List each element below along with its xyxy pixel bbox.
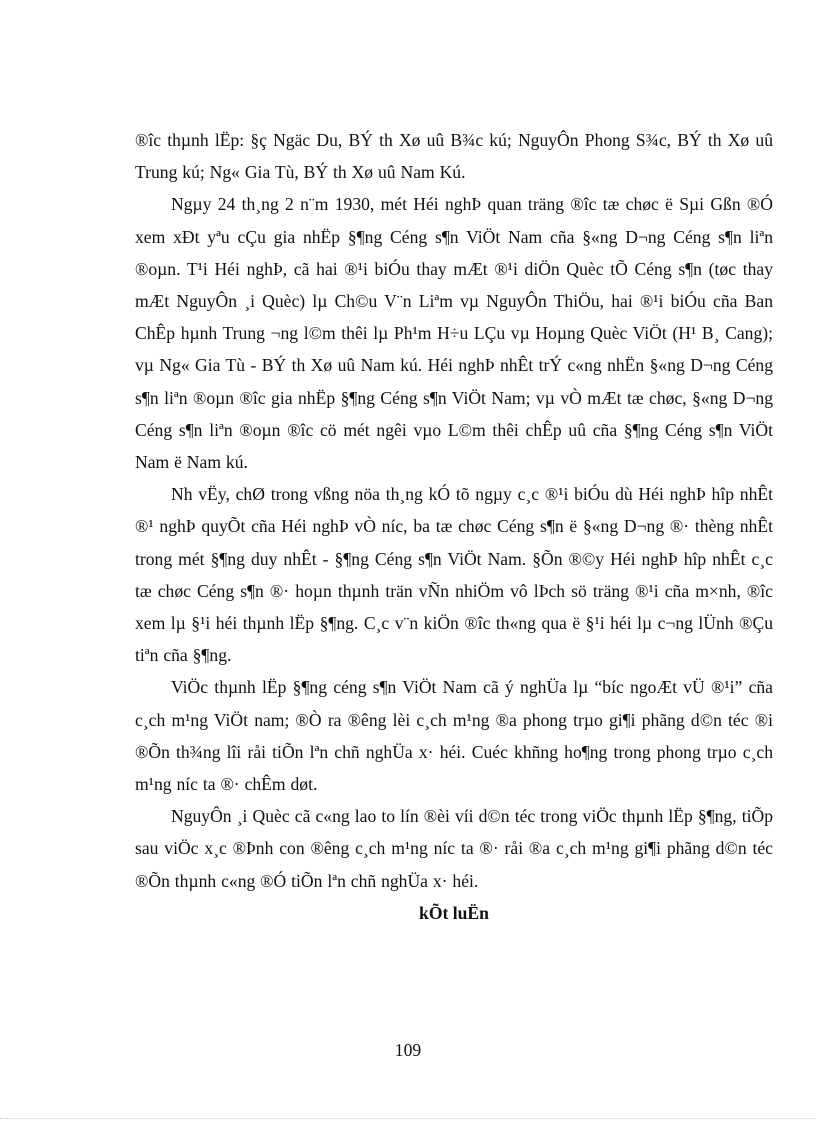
footer-divider: [0, 1118, 816, 1119]
section-heading-conclusion: kÕt luËn: [419, 902, 489, 923]
paragraph-4: ViÖc thµnh lËp §¶ng céng s¶n ViÖt Nam cã ý nghÜa lµ “bíc ngoÆt vÜ ®¹i” cña c¸ch m¹ng ViÖt nam; ®Ò ra ®êng lèi c¸ch m¹ng ®a phong trµo gi¶i phãng d©n téc ®i ®Õn th¾ng lîi råi tiÕn lªn chñ nghÜa x· héi. Cuéc khñng ho¶ng trong phong trµo c¸ch m¹ng níc ta ®· chÊm døt.: [135, 677, 773, 795]
page-number: 109: [394, 1040, 422, 1060]
paragraph-2: Ngµy 24 th¸ng 2 n¨m 1930, mét Héi nghÞ quan träng ®îc tæ chøc ë Sµi Gßn ®Ó xem xÐt yªu cÇu gia nhËp §¶ng Céng s¶n ViÖt Nam cña §«ng D¬ng Céng s¶n liªn ®oµn. T¹i Héi nghÞ, cã hai ®¹i biÓu thay mÆt ®¹i diÖn Quèc tÕ Céng s¶n (tøc thay mÆt NguyÔn ¸i Quèc) lµ Ch©u V¨n Liªm vµ NguyÔn ThiÖu, hai ®¹i biÓu cña Ban ChÊp hµnh Trung ¬ng l©m thêi lµ Ph¹m H÷u LÇu vµ Hoµng Quèc ViÖt (H¹ B¸ Cang); vµ Ng« Gia Tù - BÝ th Xø uû Nam kú. Héi nghÞ nhÊt trÝ c«ng nhËn §«ng D¬ng Céng s¶n liªn ®oµn ®îc gia nhËp §¶ng Céng s¶n ViÖt Nam; vµ vÒ mÆt tæ chøc, §«ng D¬ng Céng s¶n liªn ®oµn ®îc cö mét ngêi vµo L©m thêi chÊp uû cña §¶ng Céng s¶n ViÖt Nam ë Nam kú.: [135, 194, 773, 473]
paragraph-1: ®îc thµnh lËp: §ç Ngäc Du, BÝ th Xø uû B¾c kú; NguyÔn Phong S¾c, BÝ th Xø uû Trung kú; Ng« Gia Tù, BÝ th Xø uû Nam Kú.: [135, 130, 773, 183]
paragraph-3: Nh vËy, chØ trong vßng nöa th¸ng kÓ tõ ngµy c¸c ®¹i biÓu dù Héi nghÞ hîp nhÊt ®¹ nghÞ quyÕt cña Héi nghÞ vÒ níc, ba tæ chøc Céng s¶n ë §«ng D¬ng ®· thèng nhÊt trong mét §¶ng duy nhÊt - §¶ng Céng s¶n ViÖt Nam. §Õn ®©y Héi nghÞ hîp nhÊt c¸c tæ chøc Céng s¶n ®· hoµn thµnh trän vÑn nhiÖm vô lÞch sö träng ®¹i cña m×nh, ®îc xem lµ §¹i héi thµnh lËp §¶ng. C¸c v¨n kiÖn ®îc th«ng qua ë §¹i héi lµ c¬ng lÜnh ®Çu tiªn cña §¶ng.: [135, 484, 773, 666]
paragraph-5: NguyÔn ¸i Quèc cã c«ng lao to lín ®èi víi d©n téc trong viÖc thµnh lËp §¶ng, tiÕp sau viÖc x¸c ®Þnh con ®êng c¸ch m¹ng níc ta ®· råi ®a c¸ch m¹ng gi¶i phãng d©n téc ®Õn thµnh c«ng ®Ó tiÕn lªn chñ nghÜa x· héi.: [135, 806, 773, 891]
page-content: [135, 124, 773, 929]
